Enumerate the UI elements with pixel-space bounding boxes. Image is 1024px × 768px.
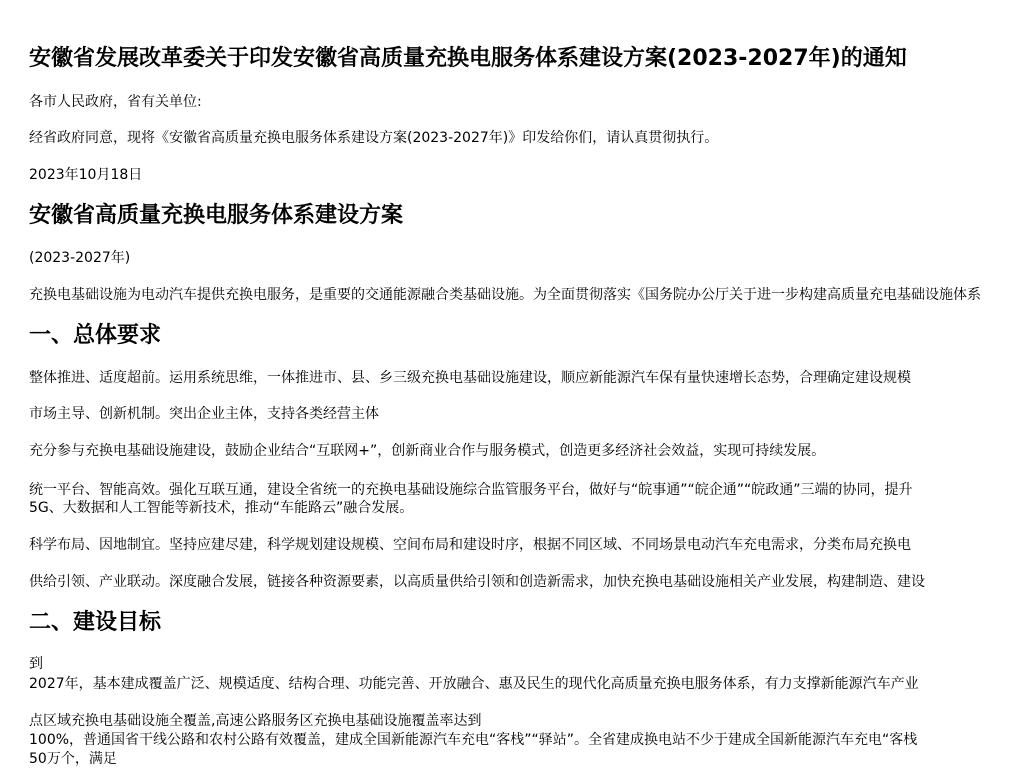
intro-paragraph: 充换电基础设施为电动汽车提供充换电服务，是重要的交通能源融合类基础设施。为全面贯彻落实《国务院办公厅关于进一步构建高质量充电基础设施体系 xyxy=(29,287,981,303)
notice-title: 安徽省发展改革委关于印发安徽省高质量充换电服务体系建设方案(2023-2027年)的通知 xyxy=(29,46,907,71)
section-1-paragraph-3: 充分参与充换电基础设施建设，鼓励企业结合“互联网+”，创新商业合作与服务模式，创造更多经济社会效益，实现可持续发展。 xyxy=(29,443,826,459)
section-1-paragraph-4-line-1: 统一平台、智能高效。强化互联互通，建设全省统一的充换电基础设施综合监管服务平台，做好与“皖事通”“皖企通”“皖政通”三端的协同，提升 xyxy=(29,482,913,498)
section-1-paragraph-5: 科学布局、因地制宜。坚持应建尽建，科学规划建设规模、空间布局和建设时序，根据不同区域、不同场景电动汽车充电需求，分类布局充换电 xyxy=(29,537,911,553)
section-1-paragraph-6: 供给引领、产业联动。深度融合发展，链接各种资源要素，以高质量供给引领和创造新需求，加快充换电基础设施相关产业发展，构建制造、建设 xyxy=(29,574,925,590)
plan-years: (2023-2027年) xyxy=(29,250,131,266)
section-2-paragraph-1-line-1: 到 xyxy=(29,656,43,672)
section-2-paragraph-2-line-2: 100%，普通国省干线公路和农村公路有效覆盖，建成全国新能源汽车充电“客栈”“驿站”。全省建成换电站不少于建成全国新能源汽车充电“客栈 xyxy=(29,732,918,748)
section-2-title: 二、建设目标 xyxy=(29,610,162,635)
section-1-paragraph-1: 整体推进、适度超前。运用系统思维，一体推进市、县、乡三级充换电基础设施建设，顺应新能源汽车保有量快速增长态势，合理确定建设规模 xyxy=(29,370,911,386)
section-1-paragraph-2: 市场主导、创新机制。突出企业主体，支持各类经营主体 xyxy=(29,406,379,422)
section-2-paragraph-1-line-2: 2027年，基本建成覆盖广泛、规模适度、结构合理、功能完善、开放融合、惠及民生的现代化高质量充换电服务体系，有力支撑新能源汽车产业 xyxy=(29,676,919,692)
section-1-title: 一、总体要求 xyxy=(29,323,162,348)
plan-title: 安徽省高质量充换电服务体系建设方案 xyxy=(29,203,404,228)
issue-date: 2023年10月18日 xyxy=(29,167,143,183)
salutation: 各市人民政府，省有关单位: xyxy=(29,94,202,110)
section-2-paragraph-2-line-1: 点区域充换电基础设施全覆盖,高速公路服务区充换电基础设施覆盖率达到 xyxy=(29,713,482,729)
section-1-paragraph-4-line-2: 5G、大数据和人工智能等新技术，推动“车能路云”融合发展。 xyxy=(29,500,414,516)
section-2-paragraph-2-line-3: 50万个，满足 xyxy=(29,751,117,767)
notice-body: 经省政府同意，现将《安徽省高质量充换电服务体系建设方案(2023-2027年)》印发给你们，请认真贯彻执行。 xyxy=(29,130,719,146)
